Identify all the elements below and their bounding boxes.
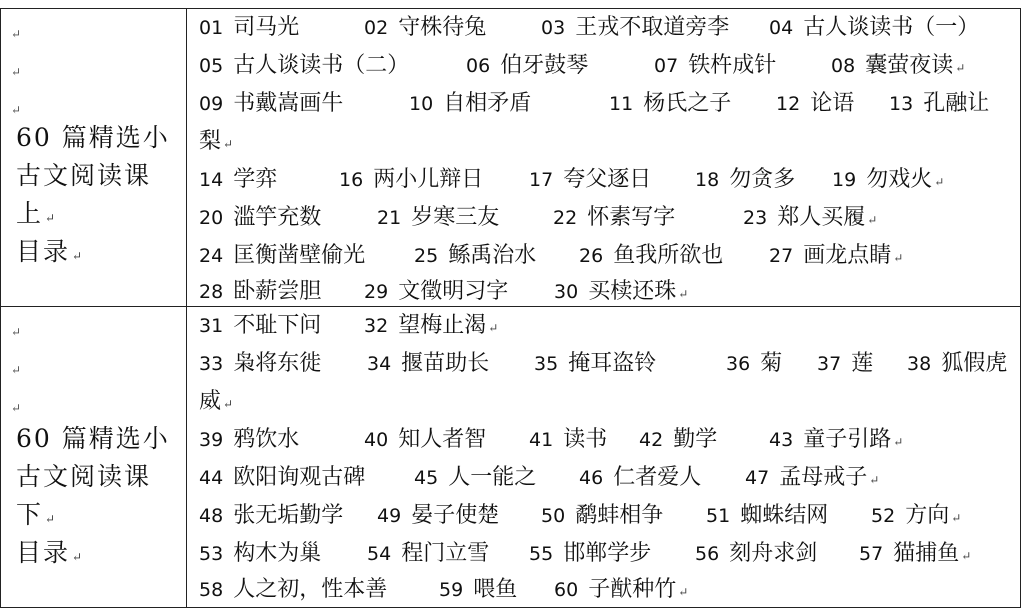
toc-table	[0, 8, 1021, 608]
toc-entry: 44 欧阳询观古碑	[199, 465, 366, 490]
upper-list-cell	[187, 9, 1020, 306]
return-mark: ↵	[11, 103, 22, 117]
lower-title-line: 60 篇精选小	[16, 424, 170, 453]
toc-entry: 42 勤学	[639, 427, 718, 452]
toc-entry: 35 掩耳盗铃	[534, 351, 657, 376]
toc-entry: 09 书戴嵩画牛	[199, 91, 344, 116]
toc-entry: 49 晏子使楚	[377, 503, 500, 528]
toc-entry: 17 夸父逐日	[529, 167, 652, 192]
upper-title-line: 目录 ↵	[16, 237, 85, 266]
toc-entry: 31 不耻下问	[199, 313, 322, 338]
toc-row-upper	[1, 9, 1020, 307]
toc-entry: 36 菊	[726, 351, 783, 376]
toc-entry: 20 滥竽充数	[199, 205, 322, 230]
toc-entry: 18 勿贪多	[695, 167, 796, 192]
toc-entry: 41 读书	[529, 427, 608, 452]
toc-entry: 14 学弈	[199, 167, 278, 192]
lower-title-line: 目录 ↵	[16, 538, 85, 567]
upper-title-line: 上 ↵	[16, 199, 58, 228]
toc-entry: 52 方向 ↵	[871, 503, 962, 528]
toc-entry: 05 古人谈读书（二）	[199, 53, 410, 78]
toc-entry: 60 子猷种竹 ↵	[554, 577, 689, 602]
toc-entry: 58 人之初，性本善	[199, 577, 388, 602]
return-mark: ↵	[11, 27, 22, 41]
upper-title-cell	[1, 9, 187, 306]
toc-entry: 56 刻舟求剑	[695, 541, 818, 566]
toc-entry: 04 古人谈读书（一）	[769, 15, 980, 40]
toc-entry: 55 邯郸学步	[529, 541, 652, 566]
toc-entry: 34 揠苗助长	[367, 351, 490, 376]
toc-entry: 03 王戎不取道旁李	[541, 15, 730, 40]
toc-entry: 23 郑人买履 ↵	[743, 205, 878, 230]
toc-entry: 54 程门立雪	[367, 541, 490, 566]
upper-title-line: 60 篇精选小	[16, 123, 170, 152]
toc-entry: 12 论语	[776, 91, 855, 116]
toc-entry: 11 杨氏之子	[609, 91, 732, 116]
toc-entry: 26 鱼我所欲也	[579, 243, 724, 268]
toc-entry: 57 猫捕鱼 ↵	[859, 541, 972, 566]
toc-entry: 02 守株待兔	[364, 15, 487, 40]
toc-entry: 53 构木为巢	[199, 541, 322, 566]
toc-entry: 43 童子引路 ↵	[769, 427, 904, 452]
toc-entry: 07 铁杵成针	[654, 53, 777, 78]
toc-entry: 24 匡衡凿壁偷光	[199, 243, 366, 268]
toc-entry: 19 勿戏火 ↵	[832, 167, 945, 192]
toc-entry: 46 仁者爱人	[579, 465, 702, 490]
toc-entry: 28 卧薪尝胆	[199, 279, 322, 304]
toc-entry: 59 喂鱼	[439, 577, 518, 602]
toc-entry: 13 孔融让	[889, 91, 990, 116]
upper-title-line: 古文阅读课	[16, 161, 152, 190]
toc-entry: 51 蜘蛛结网	[706, 503, 829, 528]
lower-title-cell	[1, 307, 187, 607]
toc-entry: 40 知人者智	[364, 427, 487, 452]
toc-entry: 16 两小儿辩日	[339, 167, 484, 192]
toc-row-lower	[1, 307, 1020, 607]
toc-entry: 37 莲	[817, 351, 874, 376]
toc-entry: 27 画龙点睛 ↵	[769, 243, 904, 268]
lower-title-line: 下 ↵	[16, 500, 58, 529]
lower-list-cell	[187, 307, 1020, 607]
toc-entry: 25 鲧禹治水	[414, 243, 537, 268]
toc-entry: 21 岁寒三友	[377, 205, 500, 230]
toc-entry: 01 司马光	[199, 15, 300, 40]
toc-entry: 10 自相矛盾	[409, 91, 532, 116]
toc-entry: 33 枭将东徙	[199, 351, 322, 376]
toc-entry: 48 张无垢勤学	[199, 503, 344, 528]
toc-entry: 38 狐假虎	[907, 351, 1008, 376]
toc-entry-continuation: 梨 ↵	[199, 129, 234, 154]
toc-entry-continuation: 威 ↵	[199, 389, 234, 414]
toc-entry: 32 望梅止渴 ↵	[364, 313, 499, 338]
toc-entry: 08 囊萤夜读 ↵	[831, 53, 966, 78]
toc-entry: 30 买椟还珠 ↵	[554, 279, 689, 304]
toc-entry: 47 孟母戒子 ↵	[745, 465, 880, 490]
lower-title-line: 古文阅读课	[16, 462, 152, 491]
return-mark: ↵	[11, 325, 22, 339]
return-mark: ↵	[11, 363, 22, 377]
toc-entry: 45 人一能之	[414, 465, 537, 490]
return-mark: ↵	[11, 401, 22, 415]
toc-entry: 50 鹬蚌相争	[541, 503, 664, 528]
toc-entry: 06 伯牙鼓琴	[466, 53, 589, 78]
toc-entry: 39 鸦饮水	[199, 427, 300, 452]
return-mark: ↵	[11, 65, 22, 79]
toc-entry: 29 文徵明习字	[364, 279, 509, 304]
toc-entry: 22 怀素写字	[553, 205, 676, 230]
